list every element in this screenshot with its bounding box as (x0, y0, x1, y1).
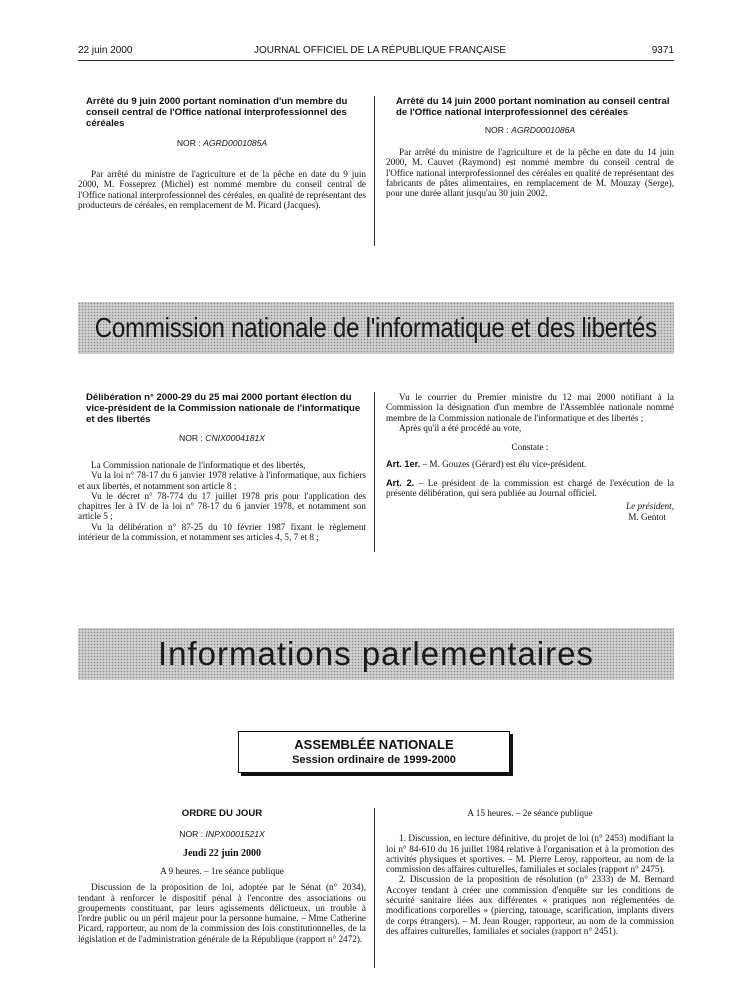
journal-title: JOURNAL OFFICIEL DE LA RÉPUBLIQUE FRANÇAISE (253, 45, 507, 56)
header-rule (78, 60, 674, 61)
arrete-2-body: Par arrêté du ministre de l'agriculture et de la pêche en date du 14 juin 2000, M. Cauvet (Raymond) est nommé membre du conseil central de l'Office national interprofessionnel des céréales en qualité de représentant des fabricants de pâtes alimentaires, en remplacement de M. Mouzay (Serge), pour une durée allant jusqu'au 30 juin 2002. (386, 147, 674, 199)
arrete-2-title: Arrêté du 14 juin 2000 portant nomination au conseil central de l'Office national interprofessionnel des céréales (396, 96, 670, 118)
signature-title: Le président, (626, 501, 674, 512)
seance-2-item-1: 1. Discussion, en lecture définitive, du projet de loi (n° 2453) modifiant la loi n° 84-610 du 16 juillet 1984 relative à l'organisation et à la promotion des activités physiques et sportives. – M. Pierre Leroy, rapporteur, au nom de la commission des affaires culturelles, familiales et sociales (rapport n° 2475). (386, 833, 674, 875)
deliberation-constate: Constate : (511, 442, 549, 453)
arrete-2-nor-code: AGRD0001086A (511, 125, 576, 135)
deliberation-right-para: Vu le courrier du Premier ministre du 12 mai 2000 notifiant à la Commission la désignation d'un membre de l'Assemblée nationale nommé membre de la Commission nationale de l'informatique et des libertés ; (386, 392, 674, 423)
cnil-banner-text: Commission nationale de l'informatique et des libertés (94, 312, 658, 343)
page-number: 9371 (651, 45, 674, 56)
arrete-1 (78, 96, 366, 210)
deliberation-nor-code: CNIX0004181X (205, 433, 265, 443)
seance-1-heading: A 9 heures. – 1re séance publique (160, 866, 284, 876)
header-date: 22 juin 2000 (78, 45, 133, 56)
ordre-du-jour-right (386, 808, 674, 936)
signature-name: M. Gentot (628, 511, 666, 522)
ordre-nor: NOR : INPX0001521X (179, 829, 265, 839)
arrete-1-nor: NOR : AGRD0001085A (176, 138, 268, 148)
deliberation-right-para: Après qu'il a été procédé au vote, (399, 422, 522, 433)
parlementaires-banner-text: Informations parlementaires (157, 635, 595, 672)
arrete-1-body: Par arrêté du ministre de l'agriculture et de la pêche en date du 9 juin 2000, M. Fosseprez (Michel) est nommé membre du conseil central de l'Office national interprofessionnel des céréales, en qualité de représentant des producteurs de céréales, en remplacement de M. Picard (Jacques). (78, 169, 366, 210)
deliberation-nor: NOR : CNIX0004181X (179, 433, 265, 443)
seance-1-body: Discussion de la proposition de loi, adoptée par le Sénat (n° 2034), tendant à renforcer le dispositif pénal à l'encontre des associations ou groupements constituant, par leurs agissements délictueux, un trouble à l'ordre public ou un péril majeur pour la personne humaine. – Mme Catherine Picard, rapporteur, au nom de la commission des lois constitutionnelles, de la législation et de l'administration générale de la République (rapport n° 2472). (78, 882, 366, 944)
deliberation-left-para: Vu la loi n° 78-17 du 6 janvier 1978 relative à l'informatique, aux fichiers et aux libertés, et notamment son article 8 ; (78, 470, 366, 491)
assemblee-session: Session ordinaire de 1999-2000 (292, 754, 456, 766)
arrete-2 (386, 96, 674, 198)
cnil-banner (78, 302, 674, 354)
arrete-1-nor-code: AGRD0001085A (203, 138, 268, 148)
assemblee-box (238, 731, 510, 773)
deliberation-right (386, 392, 674, 522)
arrete-1-title: Arrêté du 9 juin 2000 portant nomination d'un membre du conseil central de l'Office national interprofessionnel des céréales (86, 96, 348, 129)
ordre-nor-code: INPX0001521X (205, 829, 265, 839)
deliberation-art2: Art. 2. – Le président de la commission est chargé de l'exécution de la présente délibération, qui sera publiée au Journal officiel. (386, 477, 674, 499)
deliberation-left-para: Vu la délibération n° 87-25 du 10 février 1987 fixant le règlement intérieur de la commission, et notamment ses articles 4, 5, 7 et 8 ; (78, 521, 366, 543)
seance-2-item-2: 2. Discussion de la proposition de résolution (n° 2333) de M. Bernard Accoyer tendant à créer une commission d'enquête sur les conditions de sécurité sanitaire liées aux différentes « pratiques non réglementées de modifications corporelles » (piercing, tatouage, scarification, implants divers de corps étrangers). – M. Jean Rouger, rapporteur, au nom de la commission des affaires culturelles, familiales et sociales (rapport n° 2451). (386, 874, 674, 936)
deliberation-art1: Art. 1er. – M. Gouzes (Gérard) est élu vice-président. (386, 459, 587, 470)
deliberation-left-para: La Commission nationale de l'informatique et des libertés, (91, 460, 306, 470)
column-divider (374, 392, 375, 552)
ordre-du-jour-left (78, 808, 366, 944)
column-divider (374, 96, 375, 246)
parlementaires-banner (78, 628, 674, 680)
ordre-title: ORDRE DU JOUR (181, 808, 263, 819)
deliberation-left (78, 392, 366, 542)
seance-2-heading: A 15 heures. – 2e séance publique (467, 808, 593, 818)
assemblee-title: ASSEMBLÉE NATIONALE (294, 737, 454, 752)
deliberation-title: Délibération n° 2000-29 du 25 mai 2000 portant élection du vice-président de la Commission nationale de l'informatique et des libertés (86, 392, 361, 425)
column-divider (374, 808, 375, 968)
ordre-date: Jeudi 22 juin 2000 (182, 848, 262, 859)
arrete-2-nor: NOR : AGRD0001086A (484, 125, 576, 135)
deliberation-left-para: Vu le décret n° 78-774 du 17 juillet 1978 pris pour l'application des chapitres Ier à IV de la loi n° 78-17 du 6 janvier 1978, et notamment son article 5 ; (78, 490, 366, 522)
